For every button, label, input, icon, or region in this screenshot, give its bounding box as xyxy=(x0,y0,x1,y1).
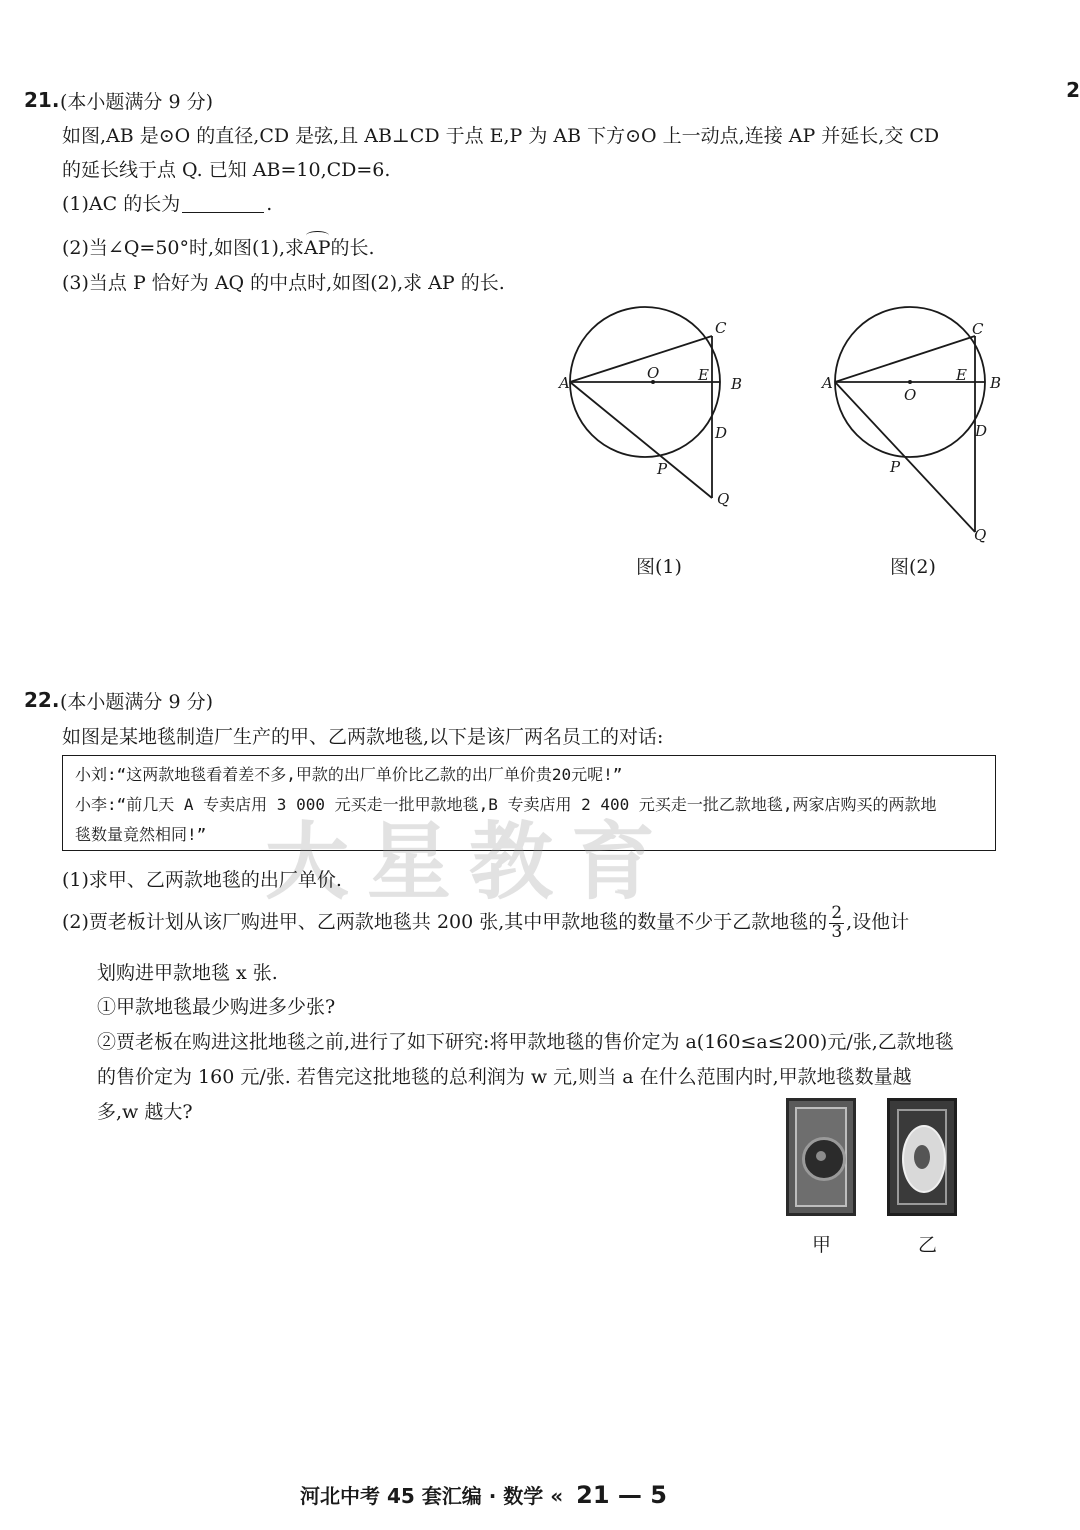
label-b: B xyxy=(731,375,743,393)
label-q: Q xyxy=(974,526,987,544)
line-aq xyxy=(835,382,975,532)
label-o: O xyxy=(647,364,660,382)
label-a: A xyxy=(559,374,570,392)
question-22-intro: 如图是某地毯制造厂生产的甲、乙两款地毯,以下是该厂两名员工的对话: xyxy=(62,726,664,748)
fraction-numerator: 2 xyxy=(831,903,843,923)
question-22-part2-line2: 划购进甲款地毯 x 张. xyxy=(97,962,278,984)
question-22-sub2-line1: ②贾老板在购进这批地毯之前,进行了如下研究:将甲款地毯的售价定为 a(160≤a≤200)元/张,乙款地毯 xyxy=(97,1031,954,1053)
arc-ap: AP xyxy=(304,237,331,259)
part2-text: (2)当∠Q=50°时,如图(1),求 xyxy=(62,237,304,259)
figure-2-diagram xyxy=(810,300,1020,550)
chord-ac xyxy=(835,336,975,382)
center-dot xyxy=(908,380,912,384)
question-21-part1 xyxy=(62,189,272,216)
question-22-sub2-line3: 多,w 越大? xyxy=(97,1101,193,1123)
question-21-part3: (3)当点 P 恰好为 AQ 的中点时,如图(2),求 AP 的长. xyxy=(62,272,505,294)
question-21-stem-line1: 如图,AB 是⊙O 的直径,CD 是弦,且 AB⊥CD 于点 E,P 为 AB 下方⊙O 上一动点,连接 AP 并延长,交 CD xyxy=(62,125,940,147)
label-e: E xyxy=(956,366,967,384)
chord-ac xyxy=(570,336,712,382)
footer-page-number: 21 — 5 xyxy=(576,1481,667,1509)
fraction-two-thirds xyxy=(829,905,844,941)
label-b: B xyxy=(990,374,1002,392)
question-21-score: (本小题满分 9 分) xyxy=(60,91,213,113)
label-o: O xyxy=(904,386,917,404)
line-aq xyxy=(570,382,712,498)
label-p: P xyxy=(890,458,901,476)
label-d: D xyxy=(715,424,728,442)
part2-end: ,设他计 xyxy=(846,911,910,933)
rug-yi-image xyxy=(887,1098,957,1216)
question-21-part2 xyxy=(62,233,375,260)
page-edge-number: 2 xyxy=(1066,78,1080,102)
part2-end: 的长. xyxy=(330,237,375,259)
label-d: D xyxy=(975,422,988,440)
figure-1-caption: 图(1) xyxy=(636,556,682,578)
question-22-sub2-line2: 的售价定为 160 元/张. 若售完这批地毯的总利润为 w 元,则当 a 在什么范围内时,甲款地毯数量越 xyxy=(97,1066,912,1088)
question-21-stem-line2: 的延长线于点 Q. 已知 AB=10,CD=6. xyxy=(62,159,391,181)
answer-blank xyxy=(182,212,264,213)
rug-jia-image xyxy=(786,1098,856,1216)
label-p: P xyxy=(657,460,668,478)
dialog-line-2: 小李:“前几天 A 专卖店用 3 000 元买走一批甲款地毯,B 专卖店用 2 400 元买走一批乙款地毯,两家店购买的两款地 xyxy=(75,795,937,814)
label-c: C xyxy=(715,319,727,337)
footer-book-title: 河北中考 45 套汇编 · 数学 « xyxy=(300,1484,564,1508)
label-a: A xyxy=(822,374,833,392)
dialog-line-3: 毯数量竟然相同!” xyxy=(75,825,207,844)
fraction-denominator: 3 xyxy=(831,922,843,942)
label-q: Q xyxy=(717,490,730,508)
dialog-line-1: 小刘:“这两款地毯看着差不多,甲款的出厂单价比乙款的出厂单价贵20元呢!” xyxy=(75,765,623,784)
question-22-sub1: ①甲款地毯最少购进多少张? xyxy=(97,996,336,1018)
rug-yi-caption: 乙 xyxy=(918,1234,938,1256)
question-22-part1: (1)求甲、乙两款地毯的出厂单价. xyxy=(62,869,342,891)
watermark: 大星教育 xyxy=(265,813,674,911)
label-e: E xyxy=(698,366,709,384)
part2-text: (2)贾老板计划从该厂购进甲、乙两款地毯共 200 张,其中甲款地毯的数量不少于乙款地毯的 xyxy=(62,911,828,933)
rug-jia-caption: 甲 xyxy=(812,1234,832,1256)
question-21-number: 21. xyxy=(24,88,60,112)
figure-1-diagram xyxy=(555,300,765,520)
question-22-part2-line1 xyxy=(62,902,909,942)
label-c: C xyxy=(972,320,984,338)
question-22-number: 22. xyxy=(24,688,60,712)
part1-text: (1)AC 的长为 xyxy=(62,193,181,215)
figure-2-caption: 图(2) xyxy=(890,556,936,578)
page-footer xyxy=(300,1480,667,1509)
part1-end: . xyxy=(266,193,273,215)
question-22-score: (本小题满分 9 分) xyxy=(60,691,213,713)
